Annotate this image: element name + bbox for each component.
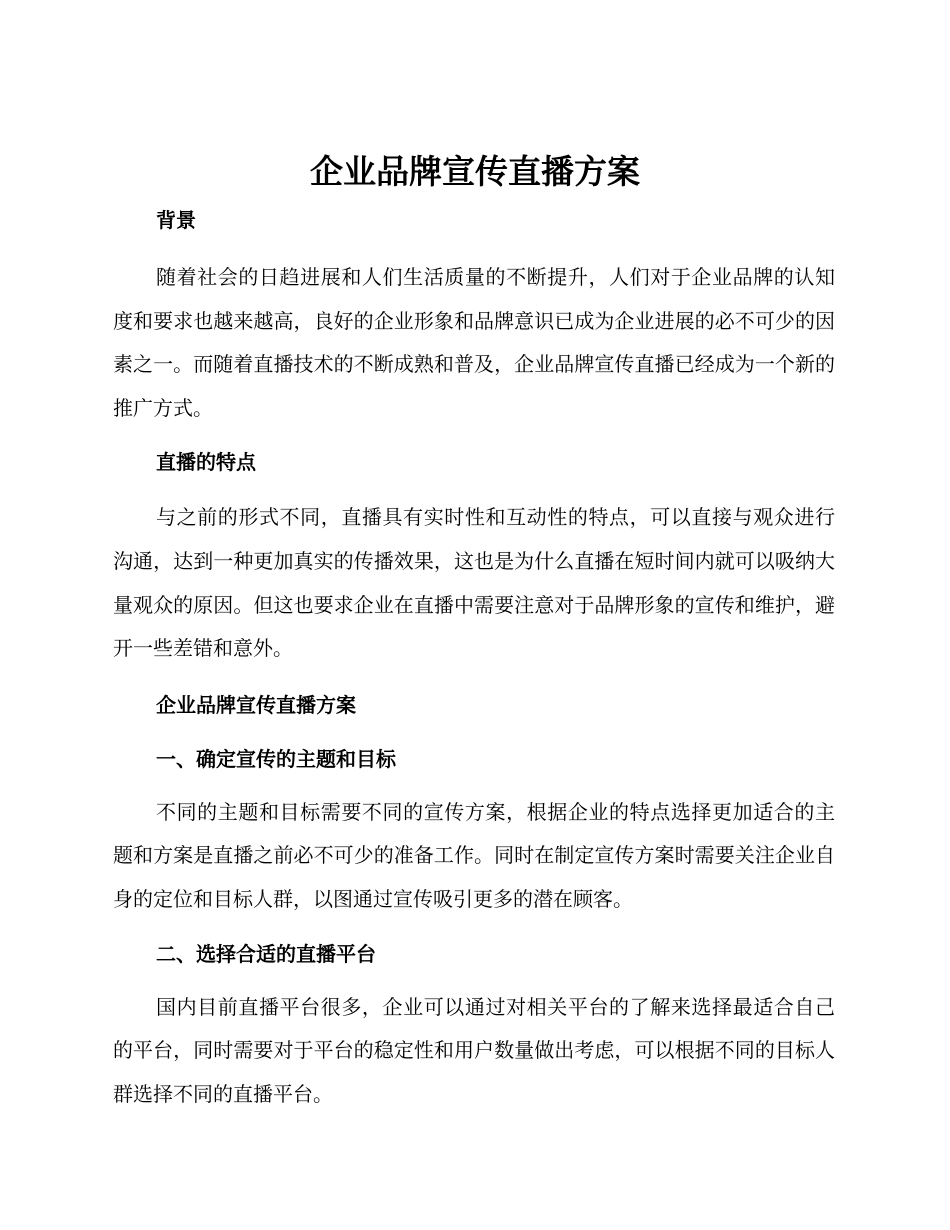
document-title: 企业品牌宣传直播方案 bbox=[310, 152, 640, 191]
document-body bbox=[113, 200, 835, 1116]
section-text-step2: 国内目前直播平台很多，企业可以通过对相关平台的了解来选择最适合自己的平台，同时需要对于平台的稳定性和用户数量做出考虑，可以根据不同的目标人群选择不同的直播平台。 bbox=[113, 994, 835, 1106]
section-heading-features: 直播的特点 bbox=[156, 450, 256, 475]
section-text-features: 与之前的形式不同，直播具有实时性和互动性的特点，可以直接与观众进行沟通，达到一种更加真实的传播效果，这也是为什么直播在短时间内就可以吸纳大量观众的原因。但这也要求企业在直播中需要注意对于品牌形象的宣传和维护，避开一些差错和意外。 bbox=[113, 505, 835, 661]
section-heading-plan: 企业品牌宣传直播方案 bbox=[156, 692, 356, 717]
section-heading-step2: 二、选择合适的直播平台 bbox=[156, 941, 376, 966]
section-heading-step1: 一、确定宣传的主题和目标 bbox=[156, 746, 396, 771]
section-heading-background: 背景 bbox=[156, 208, 196, 232]
section-text-step1: 不同的主题和目标需要不同的宣传方案，根据企业的特点选择更加适合的主题和方案是直播之前必不可少的准备工作。同时在制定宣传方案时需要关注企业自身的定位和目标人群，以图通过宣传吸引更多的潜在顾客。 bbox=[113, 799, 835, 911]
section-text-background: 随着社会的日趋进展和人们生活质量的不断提升，人们对于企业品牌的认知度和要求也越来越高，良好的企业形象和品牌意识已成为企业进展的必不可少的因素之一。而随着直播技术的不断成熟和普及，企业品牌宣传直播已经成为一个新的推广方式。 bbox=[113, 265, 835, 420]
